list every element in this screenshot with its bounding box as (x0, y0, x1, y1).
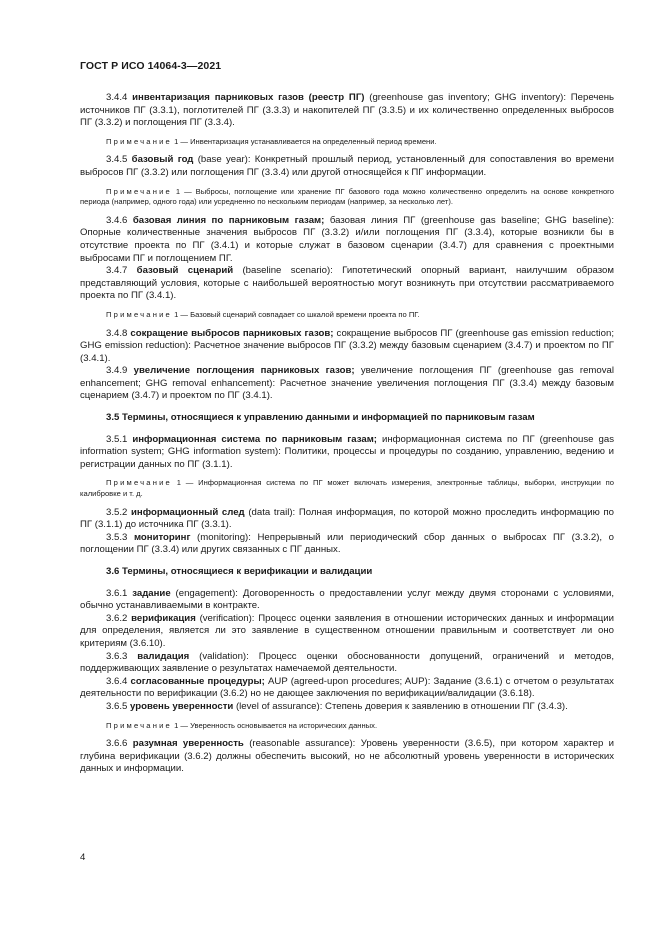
note-3-5-1: Примечание 1 — Информационная система по ПГ может включать измерения, электронные таблицы, выборки, инструкции по калибровке и т. д. (80, 478, 614, 499)
term-3-5-3: 3.5.3 мониторинг (monitoring): Непрерывный или периодический сбор данных о выбросах ПГ (3.3.2), о поглощении ПГ (3.3.4) или других связанных с ПГ данных. (80, 531, 614, 556)
term-3-4-4: 3.4.4 инвентаризация парниковых газов (реестр ПГ) (greenhouse gas inventory; GHG inventory): Перечень источников ПГ (3.3.1), поглотителей ПГ (3.3.3) и накопителей ПГ (3.3.5) и их количественно определенных выбросов ПГ (3.3.2) и поглощения ПГ (3.3.4). (80, 92, 614, 129)
page-number: 4 (80, 852, 86, 863)
document-body (80, 92, 614, 776)
section-heading-3-5: 3.5 Термины, относящиеся к управлению данными и информацией по парниковым газам (106, 412, 535, 424)
note-3-4-4: Примечание 1 — Инвентаризация устанавливается на определенный период времени. (106, 136, 437, 146)
term-3-5-2: 3.5.2 информационный след (data trail): Полная информация, по которой можно проследить информацию по ПГ (3.1.1) до источника ПГ (3.3.1). (80, 506, 614, 531)
section-heading-3-6: 3.6 Термины, относящиеся к верификации и валидации (106, 566, 373, 577)
document-header: ГОСТ Р ИСО 14064-3—2021 (80, 60, 222, 72)
note-3-4-7: Примечание 1 — Базовый сценарий совпадает со шкалой времени проекта по ПГ. (106, 309, 420, 319)
note-3-4-5: Примечание 1 — Выбросы, поглощение или хранение ПГ базового года можно количественно определить на основе конкретного периода (например, одного года) или усредненно по нескольким периодам (например, за несколько лет). (80, 186, 614, 207)
term-3-4-6: 3.4.6 базовая линия по парниковым газам; базовая линия ПГ (greenhouse gas baseline; GHG baseline): Опорные количественные значения выбросов ПГ (3.3.2) и/или поглощения ПГ (3.3.4), которые возникли бы в отсутствие проекта по ПГ (3.4.1) и которые служат в базовом сценарии (3.4.7) для сравнения с проектными выбросами ПГ и поглощением ПГ. (80, 214, 614, 264)
term-3-4-9: 3.4.9 увеличение поглощения парниковых газов; увеличение поглощения ПГ (greenhouse gas removal enhancement; GHG removal enhancement): Расчетное значение увеличения поглощения ПГ (3.3.4) между базовым сценарием (3.4.7) и проектом по ПГ (3.4.1). (80, 365, 614, 402)
term-3-4-7: 3.4.7 базовый сценарий (baseline scenario): Гипотетический опорный вариант, наилучшим образом представляющий условия, которые с наибольшей вероятностью могут возникнуть при отсутствии рассматриваемого проекта по ПГ (3.4.1). (80, 265, 614, 302)
term-3-4-8: 3.4.8 сокращение выбросов парниковых газов; сокращение выбросов ПГ (greenhouse gas emission reduction; GHG emission reduction): Расчетное значение выбросов ПГ (3.3.2) между базовым сценарием (3.4.7) и проектом по ПГ (3.4.1). (80, 327, 614, 364)
term-3-6-4: 3.6.4 согласованные процедуры; AUP (agreed-upon procedures; AUP): Задание (3.6.1) с отчетом о результатах деятельности по верификации (3.6.2) но не дающее заключения по верификации/валидации (3.6.18). (80, 675, 614, 700)
term-3-6-6: 3.6.6 разумная уверенность (reasonable assurance): Уровень уверенности (3.6.5), при котором характер и глубина верификации (3.6.2) должны обеспечить высокий, но не абсолютный уровень уверенности в исторических данных и информации. (80, 738, 614, 775)
note-3-6-5: Примечание 1 — Уверенность основывается на исторических данных. (106, 720, 378, 730)
term-3-5-1: 3.5.1 информационная система по парниковым газам; информационная система по ПГ (greenhouse gas information system; GHG information system): Политики, процессы и процедуры по созданию, управлению, ведению и регистрации данных по ПГ (3.1.1). (80, 433, 614, 470)
term-3-6-2: 3.6.2 верификация (verification): Процесс оценки заявления в отношении исторических данных и информации для определения, является ли это заявление в существенном отношении правильным и соответствует ли оно критериям (3.6.10). (80, 612, 614, 649)
term-3-6-1: 3.6.1 задание (engagement): Договоренность о предоставлении услуг между двумя сторонами с условиями, обычно устанавливаемыми в контракте. (80, 587, 614, 612)
term-3-6-3: 3.6.3 валидация (validation): Процесс оценки обоснованности допущений, ограничений и методов, поддерживающих заявление о результатах намечаемой деятельности. (80, 650, 614, 675)
term-3-4-5: 3.4.5 базовый год (base year): Конкретный прошлый период, установленный для сопоставления во времени выбросов ПГ (3.3.2) или поглощения ПГ (3.3.4) или другой относящейся к ПГ информации. (80, 154, 614, 178)
term-3-6-5: 3.6.5 уровень уверенности (level of assurance): Степень доверия к заявлению в отношении ПГ (3.4.3). (106, 700, 568, 712)
